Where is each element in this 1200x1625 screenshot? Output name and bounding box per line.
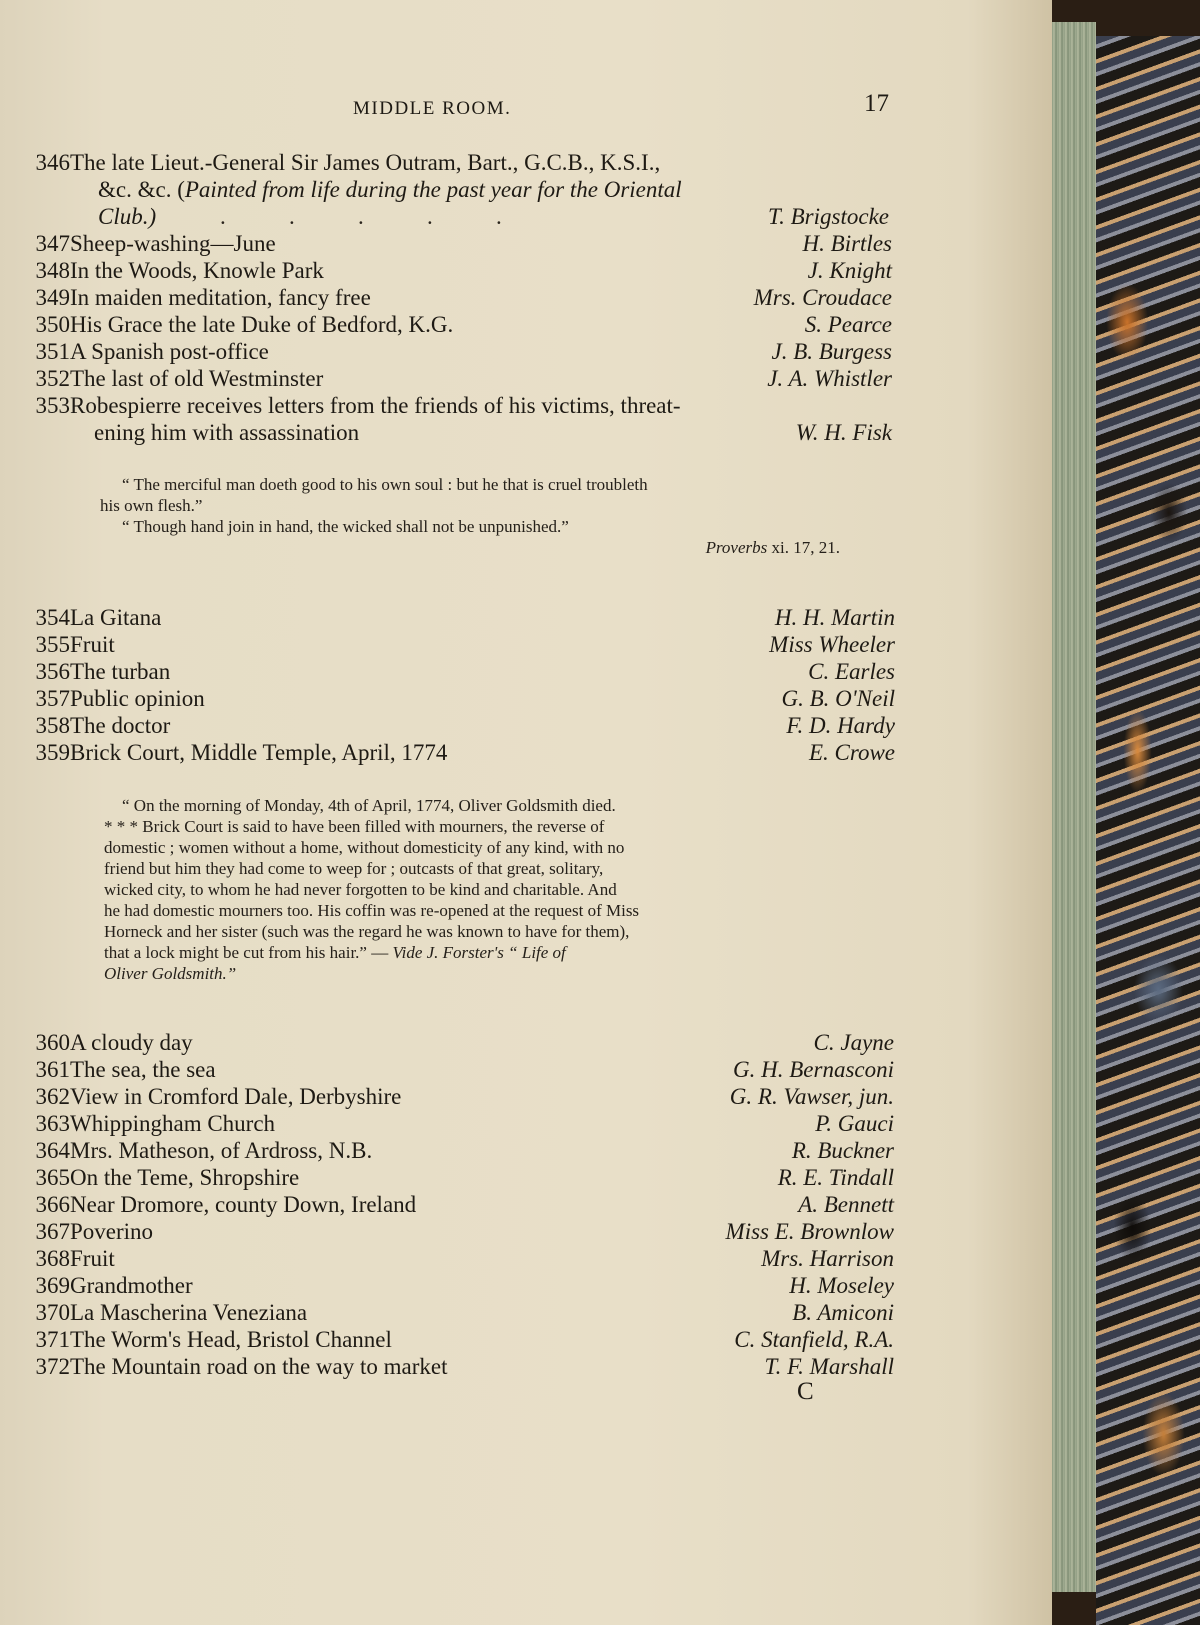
entry-title: Robespierre receives letters from the friends of his victims, threat- — [70, 393, 681, 418]
entry-title: Public opinion — [70, 686, 205, 711]
entry-number: 370 — [35, 1300, 70, 1325]
page-header — [0, 88, 1052, 128]
entry-row — [0, 1354, 1052, 1381]
entry-number: 357 — [35, 686, 70, 711]
entry-title: The late Lieut.-General Sir James Outram, Bart., G.C.B., K.S.I., — [70, 150, 661, 175]
entry-title: The last of old Westminster — [70, 366, 324, 391]
entry-title: Whippingham Church — [70, 1111, 276, 1136]
entry-artist: G. R. Vawser, jun. — [729, 1084, 894, 1109]
entry-number: 361 — [35, 1057, 70, 1082]
entry-number: 346 — [35, 150, 70, 175]
entry-row — [0, 1273, 1052, 1300]
entry-artist: E. Crowe — [808, 740, 895, 765]
entry-353 — [0, 393, 1052, 447]
entry-row — [0, 1138, 1052, 1165]
entry-title: The Worm's Head, Bristol Channel — [70, 1327, 392, 1352]
entry-number: 364 — [35, 1138, 70, 1163]
entry-row — [0, 312, 1052, 339]
entry-number: 362 — [35, 1084, 70, 1109]
entry-row — [0, 1057, 1052, 1084]
entry-number: 359 — [35, 740, 70, 765]
entry-row — [0, 713, 1052, 740]
entry-row — [0, 686, 1052, 713]
entry-title: The doctor — [70, 713, 171, 738]
entry-title-continued: ening him with assassination — [94, 420, 360, 445]
entry-row — [0, 659, 1052, 686]
entry-artist: R. Buckner — [791, 1138, 894, 1163]
entry-artist: Mrs. Harrison — [761, 1246, 894, 1271]
entry-title: Near Dromore, county Down, Ireland — [70, 1192, 417, 1217]
entry-title: In maiden meditation, fancy free — [70, 285, 371, 310]
entry-artist: J. B. Burgess — [771, 339, 892, 364]
entry-artist: C. Jayne — [813, 1030, 894, 1055]
entry-row — [0, 1192, 1052, 1219]
entry-number: 372 — [35, 1354, 70, 1379]
entry-title: A Spanish post-office — [70, 339, 269, 364]
entry-row — [0, 632, 1052, 659]
entry-row — [0, 1246, 1052, 1273]
entry-number: 367 — [35, 1219, 70, 1244]
entry-title: Fruit — [70, 632, 115, 657]
entry-row — [0, 285, 1052, 312]
entry-number: 363 — [35, 1111, 70, 1136]
proverbs-quotation: “ The merciful man doeth good to his own soul : but he that is cruel troubleth his own flesh.” “ Though hand join in hand, the wicked shall not be unpunished.” Proverbs xi. 17, 21. — [100, 475, 840, 557]
entry-number: 350 — [35, 312, 70, 337]
entry-title: Sheep-washing—June — [70, 231, 276, 256]
entry-artist: G. H. Bernasconi — [733, 1057, 894, 1082]
page-number: 17 — [864, 90, 889, 117]
entry-artist: P. Gauci — [815, 1111, 894, 1136]
entry-row — [0, 258, 1052, 285]
entry-artist: H. Moseley — [789, 1273, 894, 1298]
entry-title: Brick Court, Middle Temple, April, 1774 — [70, 740, 448, 765]
entry-artist: S. Pearce — [804, 312, 892, 337]
entry-artist: H. H. Martin — [774, 605, 895, 630]
book-page-edges — [1052, 22, 1096, 1592]
entry-title-continued: Club.) — [98, 204, 157, 229]
entry-row — [0, 740, 1052, 767]
entry-artist: J. A. Whistler — [767, 366, 892, 391]
entry-row — [0, 1327, 1052, 1354]
entry-title: La Gitana — [70, 605, 162, 630]
entry-number: 369 — [35, 1273, 70, 1298]
entry-row — [0, 605, 1052, 632]
entry-row — [0, 1111, 1052, 1138]
entry-title: In the Woods, Knowle Park — [70, 258, 324, 283]
entry-title: On the Teme, Shropshire — [70, 1165, 300, 1190]
entry-artist: C. Stanfield, R.A. — [734, 1327, 894, 1352]
entry-number: 354 — [35, 605, 70, 630]
entry-number: 365 — [35, 1165, 70, 1190]
entry-number: 352 — [35, 366, 70, 391]
entry-title: Fruit — [70, 1246, 115, 1271]
quotation-reference: Proverbs xi. 17, 21. — [705, 538, 840, 557]
entry-artist: Mrs. Croudace — [753, 285, 892, 310]
entry-346: 346 The late Lieut.-General Sir James Outram, Bart., G.C.B., K.S.I., &c. &c. (Painted from life during the past year for the Oriental Club.) . . . . . T. Brigstocke — [0, 150, 1052, 231]
entry-title: Poverino — [70, 1219, 154, 1244]
entry-artist: J. Knight — [807, 258, 892, 283]
marbled-cover-edge — [1096, 36, 1200, 1625]
entry-number: 366 — [35, 1192, 70, 1217]
entry-artist: G. B. O'Neil — [781, 686, 895, 711]
entry-number: 351 — [35, 339, 70, 364]
entry-number: 349 — [35, 285, 70, 310]
entry-artist: B. Amiconi — [792, 1300, 894, 1325]
entry-row — [0, 339, 1052, 366]
goldsmith-quotation: “ On the morning of Monday, 4th of April, 1774, Oliver Goldsmith died. * * * Brick Court is said to have been filled with mourners, the reverse of domestic ; women without a home, without domesticity of any kind, with no friend but him they had come to weep for ; outcasts of that great, solitary, wicked city, to whom he had never forgotten to be kind and charitable. And he had domestic mourners too. His coffin was re-opened at the request of Miss Horneck and her sister (such was the regard he was known to have for them), that a lock might be cut from his hair.” — Vide J. Forster's “ Life of Oliver Goldsmith.” — [104, 796, 640, 983]
entry-row — [0, 366, 1052, 393]
entry-row — [0, 1165, 1052, 1192]
entry-artist: A. Bennett — [798, 1192, 894, 1217]
entry-artist: H. Birtles — [802, 231, 892, 256]
entry-number: 371 — [35, 1327, 70, 1352]
entry-row — [0, 231, 1052, 258]
entries-354-359 — [0, 605, 1052, 767]
entry-artist: T. F. Marshall — [764, 1354, 894, 1379]
entry-row — [0, 1030, 1052, 1057]
entry-artist: W. H. Fisk — [795, 420, 892, 445]
entry-title: The turban — [70, 659, 171, 684]
entry-artist: C. Earles — [808, 659, 895, 684]
entry-title: The Mountain road on the way to market — [70, 1354, 448, 1379]
entry-artist: T. Brigstocke — [768, 204, 889, 229]
entries-347-352 — [0, 231, 1052, 393]
running-title: MIDDLE ROOM. — [353, 98, 512, 119]
entry-number: 348 — [35, 258, 70, 283]
entry-title: A cloudy day — [70, 1030, 193, 1055]
entries-360-372 — [0, 1030, 1052, 1381]
entry-number: 358 — [35, 713, 70, 738]
entry-row — [0, 1219, 1052, 1246]
entry-row — [0, 1300, 1052, 1327]
entry-title: La Mascherina Veneziana — [70, 1300, 308, 1325]
entry-artist: F. D. Hardy — [786, 713, 895, 738]
entry-title: Mrs. Matheson, of Ardross, N.B. — [70, 1138, 373, 1163]
entry-number: 368 — [35, 1246, 70, 1271]
entry-title: View in Cromford Dale, Derbyshire — [70, 1084, 402, 1109]
entry-title: The sea, the sea — [70, 1057, 216, 1082]
entry-number: 356 — [35, 659, 70, 684]
entry-number: 347 — [35, 231, 70, 256]
signature-mark: C — [797, 1378, 814, 1405]
entry-title: His Grace the late Duke of Bedford, K.G. — [70, 312, 454, 337]
entry-artist: Miss Wheeler — [769, 632, 895, 657]
entry-title: Grandmother — [70, 1273, 193, 1298]
entry-row — [0, 1084, 1052, 1111]
entry-artist: Miss E. Brownlow — [725, 1219, 894, 1244]
entry-number: 360 — [35, 1030, 70, 1055]
entry-number: 353 — [35, 393, 70, 418]
entry-title-continued: &c. &c. (Painted from life during the past year for the Oriental — [98, 177, 682, 202]
entry-number: 355 — [35, 632, 70, 657]
entry-artist: R. E. Tindall — [777, 1165, 894, 1190]
